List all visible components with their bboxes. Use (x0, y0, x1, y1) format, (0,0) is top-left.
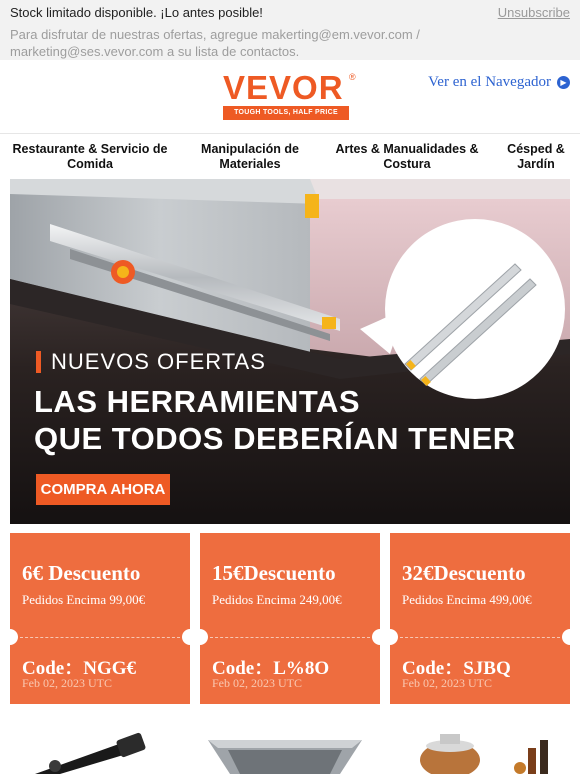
nav-item-label-line2: Costura (383, 157, 431, 171)
coupon-amount: 15€Descuento (212, 561, 336, 585)
hero-title-line1: LAS HERRAMIENTAS (34, 384, 361, 419)
coupon-code: Code：NGG€ (22, 658, 137, 679)
nav-item-label-line1: Manipulación de (201, 142, 299, 156)
coupon-date: Feb 02, 2023 UTC (212, 676, 302, 690)
coupon-minimum: Pedidos Encima 499,00€ (402, 592, 532, 607)
coupon-amount: 6€ Descuento (22, 561, 141, 585)
category-nav (0, 134, 580, 180)
logo-wordmark: VEVOR (223, 69, 344, 106)
contacts-note: Para disfrutar de nuestras ofertas, agregue makerting@em.vevor.com / marketing@ses.vevor.com a su lista de contactos. (10, 27, 420, 59)
steel-hopper-product[interactable] (208, 740, 362, 774)
coupon-notch (10, 629, 18, 645)
nav-item-label-line1: Artes & Manualidades & (335, 142, 479, 156)
hero-title-line2: QUE TODOS DEBERÍAN TENER (34, 421, 516, 456)
coupon-notch (562, 629, 570, 645)
nav-item-restaurante[interactable] (4, 142, 176, 172)
stock-notice: Stock limitado disponible. ¡Lo antes posible! (10, 5, 263, 20)
logo-tagline: TOUGH TOOLS, HALF PRICE (223, 106, 349, 120)
nav-item-label-line2: Comida (67, 157, 113, 171)
arrow-right-icon: ▶ (557, 76, 570, 89)
coupon-card[interactable] (200, 533, 380, 704)
coupon-notch (200, 629, 208, 645)
hero-label (36, 349, 266, 375)
coupon-card[interactable] (390, 533, 570, 704)
copper-still-product[interactable] (420, 734, 548, 774)
top-notice-bar (0, 0, 580, 60)
coupon-notch (390, 629, 398, 645)
coupon-divider (400, 637, 560, 638)
coupon-divider (20, 637, 180, 638)
vevor-logo[interactable] (223, 69, 357, 120)
coupon-code: Code：SJBQ (402, 658, 511, 679)
accent-bar (36, 351, 41, 373)
hero-banner[interactable] (10, 179, 570, 524)
logo-registered-mark: ® (349, 72, 356, 82)
coupon-date: Feb 02, 2023 UTC (402, 676, 492, 690)
coupon-notch (182, 629, 190, 645)
nav-item-label-line1: Césped & (507, 142, 565, 156)
shop-now-button[interactable]: COMPRA AHORA (36, 474, 170, 505)
nav-item-label-line2: Jardín (517, 157, 555, 171)
hero-label-text: NUEVOS OFERTAS (51, 349, 266, 374)
nav-item-label-line2: Materiales (219, 157, 281, 171)
coupon-minimum: Pedidos Encima 249,00€ (212, 592, 342, 607)
view-in-browser-label: Ver en el Navegador (428, 74, 551, 90)
product-thumbnails (0, 720, 580, 774)
coupon-minimum: Pedidos Encima 99,00€ (22, 592, 146, 607)
coupon-notch (372, 629, 380, 645)
black-pipe-product[interactable] (35, 732, 146, 774)
nav-item-artes[interactable] (328, 142, 486, 172)
hero-title (34, 383, 516, 457)
coupon-date: Feb 02, 2023 UTC (22, 676, 112, 690)
view-in-browser-link[interactable] (428, 74, 570, 91)
unsubscribe-link[interactable]: Unsubscribe (497, 5, 570, 20)
nav-item-manipulacion[interactable] (186, 142, 314, 172)
nav-item-label-line1: Restaurante & Servicio de (12, 142, 168, 156)
nav-item-cesped[interactable] (500, 142, 572, 172)
coupon-divider (210, 637, 370, 638)
coupon-amount: 32€Descuento (402, 561, 526, 585)
coupon-code: Code：L%8O (212, 658, 330, 679)
coupon-card[interactable] (10, 533, 190, 704)
product-images (0, 720, 580, 774)
